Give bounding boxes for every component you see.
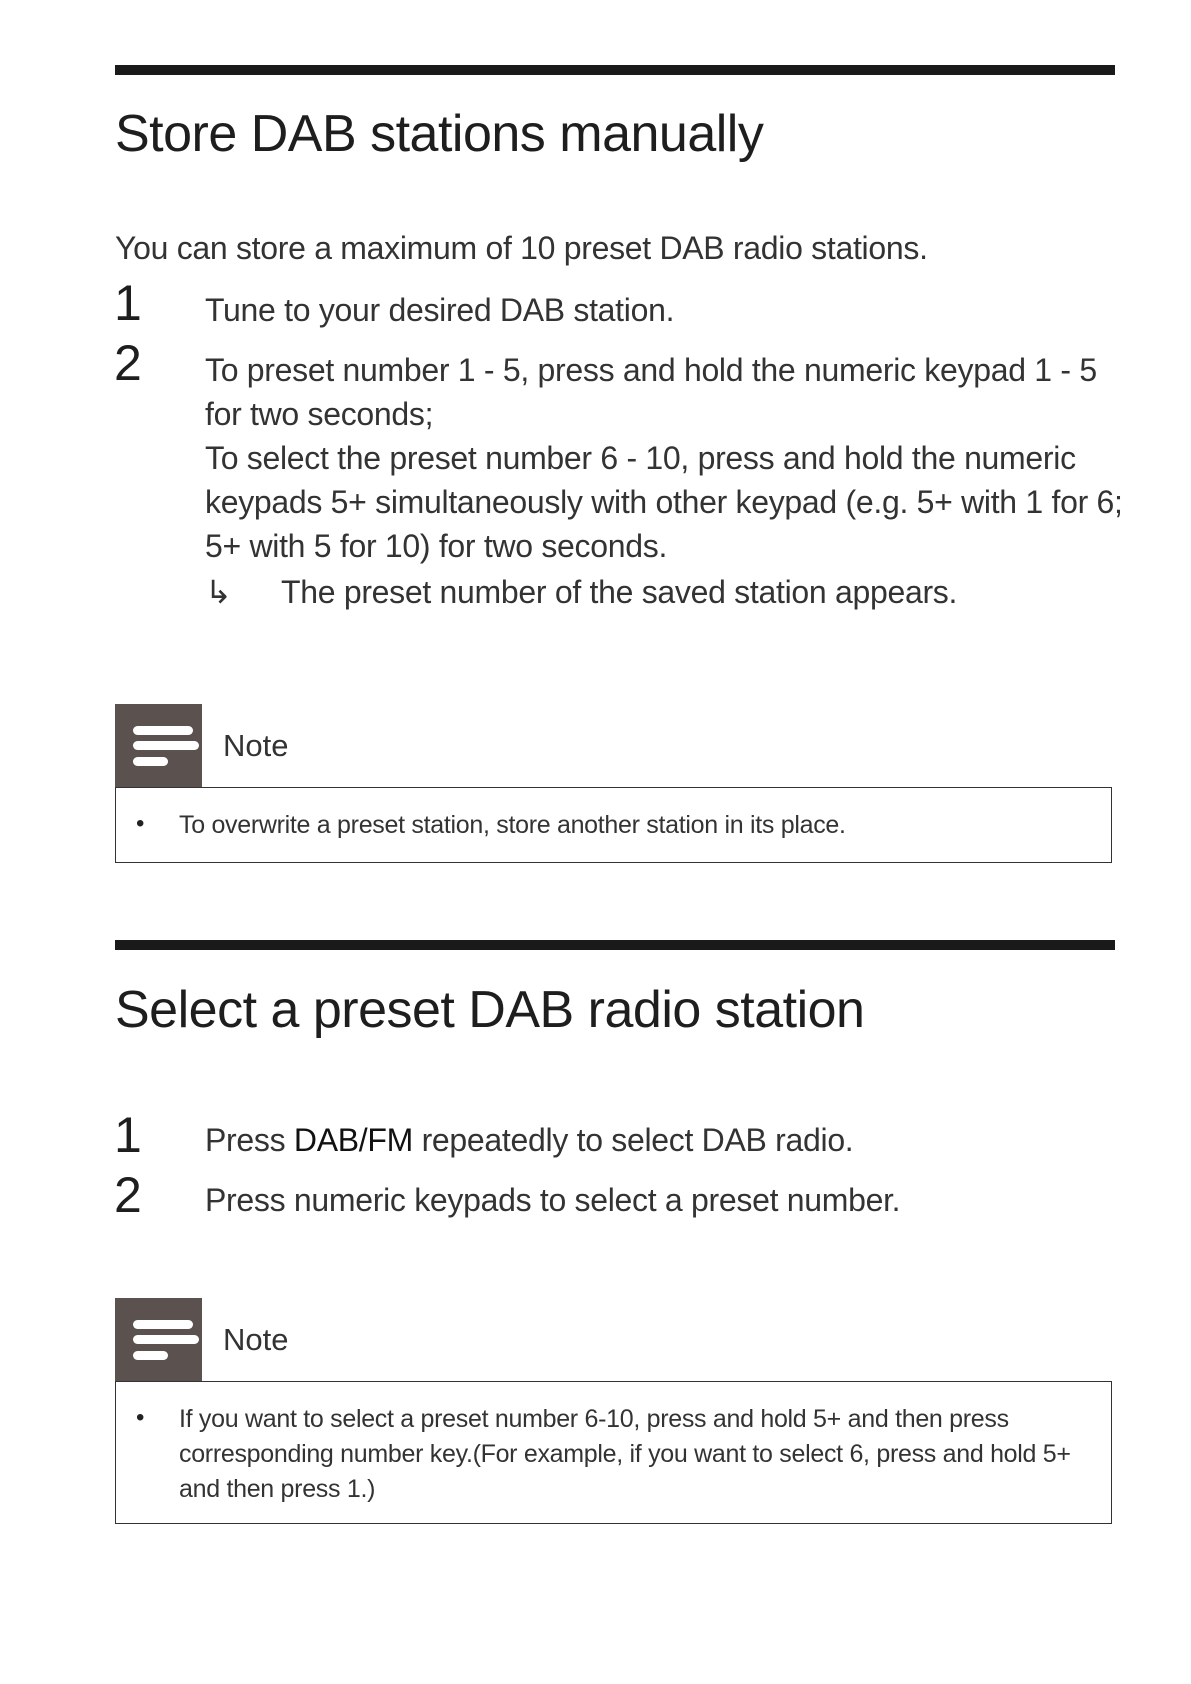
button-name: DAB/FM (293, 1122, 413, 1158)
step-text-pre: Press (205, 1122, 294, 1158)
step-line: To select the preset number 6 - 10, press and hold the numeric keypads 5+ simultaneously with other keypad (e.g. 5+ with 1 for 6; 5+ with 5 for 10) for two seconds. (205, 440, 1123, 564)
intro-text: You can store a maximum of 10 preset DAB radio stations. (115, 230, 928, 266)
step-text: Tune to your desired DAB station. (205, 292, 675, 328)
note-header (115, 704, 1115, 788)
step-number: 2 (114, 335, 142, 391)
step-text (205, 1118, 1125, 1162)
bullet-icon: • (136, 810, 145, 837)
note-box (115, 787, 1112, 863)
section-title: Store DAB stations manually (115, 105, 764, 163)
step-number: 1 (114, 275, 142, 331)
note-text: To overwrite a preset station, store another station in its place. (179, 811, 846, 839)
section-divider (115, 940, 1115, 950)
note-label: Note (223, 1322, 289, 1357)
step-line: To preset number 1 - 5, press and hold the numeric keypad 1 - 5 for two seconds; (205, 352, 1097, 432)
note-box (115, 1381, 1112, 1524)
section-title: Select a preset DAB radio station (115, 981, 865, 1039)
note-icon (115, 1298, 202, 1382)
step-text: Press numeric keypads to select a preset number. (205, 1182, 901, 1218)
note-header (115, 1298, 1115, 1382)
result-arrow-icon: ↳ (205, 574, 232, 610)
step-text-post: repeatedly to select DAB radio. (412, 1122, 854, 1158)
note-text: If you want to select a preset number 6-10, press and hold 5+ and then press corresponding number key.(For example, if you want to select 6, press and hold 5+ and then press 1.) (179, 1405, 1071, 1503)
note-label: Note (223, 728, 289, 763)
bullet-icon: • (136, 1404, 145, 1431)
result-text: The preset number of the saved station appears. (281, 574, 958, 610)
step-number: 2 (114, 1167, 142, 1223)
step-text (205, 348, 1125, 568)
step-result (205, 573, 957, 611)
section-divider (115, 65, 1115, 75)
step-number: 1 (114, 1107, 142, 1163)
note-icon (115, 704, 202, 788)
